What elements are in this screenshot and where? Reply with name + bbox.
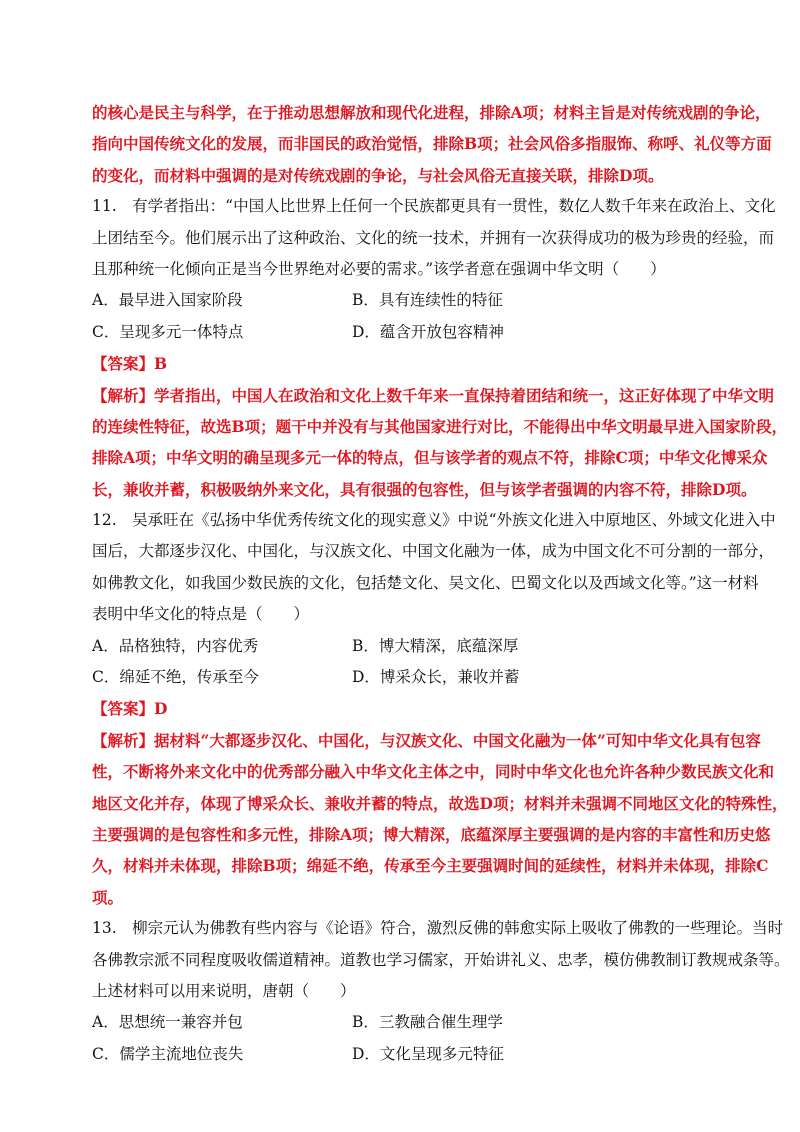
q13-option-d: D．文化呈现多元特征 [352,1044,504,1063]
q13-stem-line: 13. 柳宗元认为佛教有些内容与《论语》符合，激烈反佛的韩愈实际上吸收了佛教的一些理论。当时 [92,919,784,938]
q12-option-c: C．绵延不绝，传承至今 [92,668,259,687]
q11-stem-line: 且那种统一化倾向正是当今世界绝对必要的需求。”该学者意在强调中华文明（ ） [92,259,666,278]
q12-analysis-line: 性，不断将外来文化中的优秀部分融入中华文化主体之中，同时中华文化也允许各种少数民族文化和 [92,762,775,782]
q11-answer: 【答案】B [92,354,168,374]
q11-stem-line: 11. 有学者指出：“中国人比世界上任何一个民族都更具有一贯性，数亿人数千年来在政治上、文化 [92,197,776,216]
q11-option-d: D．蕴含开放包容精神 [352,322,504,341]
q12-stem-line: 如佛教文化，如我国少数民族的文化，包括楚文化、吴文化、巴蜀文化以及西域文化等。”这一材料 [92,573,759,592]
q11-analysis-line [92,380,775,411]
q13-options-row [92,1039,722,1070]
q12-analysis-line: 主要强调的是包容性和多元性，排除A项；博大精深，底蕴深厚主要强调的是内容的丰富性和历史悠 [92,824,771,844]
q11-analysis-text: 学者指出，中国人在政治和文化上数千年来一直保持着团结和统一，这正好体现了中华文明 [154,385,775,405]
q12-options-row [92,662,722,693]
prev-analysis-line: 的核心是民主与科学，在于推动思想解放和现代化进程，排除A项；材料主旨是对传统戏剧的争论， [92,103,771,122]
q11-analysis-label: 【解析】 [92,385,155,405]
q11-option-c: C．呈现多元一体特点 [92,322,244,341]
q11-stem-line: 上团结至今。他们展示出了这种政治、文化的统一技术，并拥有一次获得成功的极为珍贵的经验，而 [92,228,775,247]
q12-answer: 【答案】D [92,699,168,719]
q12-option-d: D．博采众长，兼收并蓄 [352,668,520,687]
q11-option-b: B．具有连续性的特征 [352,291,503,310]
q11-option-a: A．最早进入国家阶段 [92,291,243,310]
prev-analysis-line: 的变化，而材料中强调的是对传统戏剧的争论，与社会风俗无直接关联，排除D项。 [92,165,664,185]
q11-options-row [92,285,722,316]
q12-analysis-label: 【解析】 [92,730,155,750]
q13-stem-line: 各佛教宗派不同程度吸收儒道精神。道教也学习儒家，开始讲礼义、忠孝，模仿佛教制订教规戒条等。 [92,950,790,969]
q11-analysis-line: 长，兼收并蓄，积极吸纳外来文化，具有很强的包容性，但与该学者强调的内容不符，排除D项。 [92,479,757,499]
q11-analysis-line: 的连续性特征，故选B项；题干中并没有与其他国家进行对比，不能得出中华文明最早进入国家阶段， [92,416,788,436]
q12-options-row [92,631,722,662]
q13-option-b: B．三教融合催生理学 [352,1013,503,1032]
q13-options-row [92,1007,722,1038]
q11-options-row [92,317,722,348]
document-page [92,97,790,1070]
q13-stem-line: 上述材料可以用来说明，唐朝（ ） [92,981,356,1000]
q12-analysis-line: 地区文化并存，体现了博采众长、兼收并蓄的特点，故选D项；材料并未强调不同地区文化的特殊性， [92,793,788,813]
q12-analysis-line: 项。 [92,887,124,907]
q13-option-c: C．儒学主流地位丧失 [92,1044,244,1063]
prev-analysis-line: 指向中国传统文化的发展，而非国民的政治觉悟，排除B项；社会风俗多指服饰、称呼、礼仪等方面 [92,134,772,154]
q11-analysis-line: 排除A项；中华文明的确呈现多元一体的特点，但与该学者的观点不符，排除C项；中华文化博采众 [92,448,768,468]
q13-option-a: A．思想统一兼容并包 [92,1013,243,1032]
q12-stem-line: 12. 吴承旺在《弘扬中华优秀传统文化的现实意义》中说“外族文化进入中原地区、外域文化进入中 [92,511,776,530]
q12-option-b: B．博大精深，底蕴深厚 [352,636,519,655]
q12-stem-line: 国后，大都逐步汉化、中国化，与汉族文化、中国文化融为一体，成为中国文化不可分割的一部分， [92,542,775,561]
q12-analysis-text: 据材料“大都逐步汉化、中国化，与汉族文化、中国文化融为一体”可知中华文化具有包容 [154,730,761,750]
q12-analysis-line [92,725,761,756]
q12-option-a: A．品格独特，内容优秀 [92,636,259,655]
q12-analysis-line: 久，材料并未体现，排除B项；绵延不绝，传承至今主要强调时间的延续性，材料并未体现，排除C [92,856,769,876]
q12-stem-line: 表明中华文化的特点是（ ） [92,605,310,624]
